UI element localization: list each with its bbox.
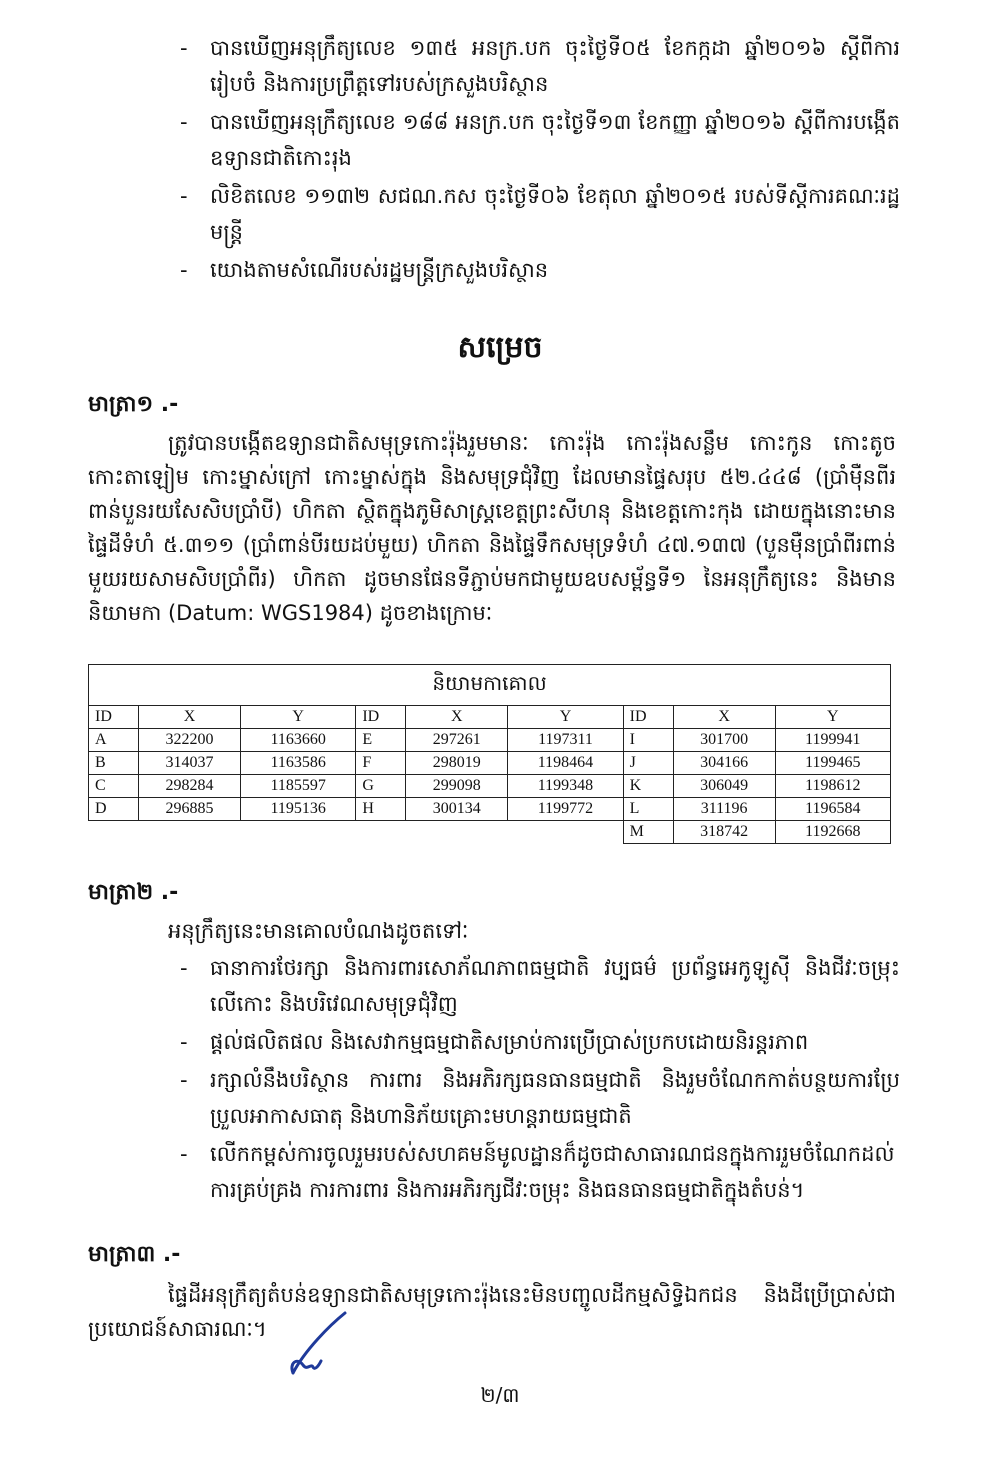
- table-cell: 1163586: [241, 752, 356, 775]
- table-cell: 1163660: [241, 729, 356, 752]
- header-cell: Y: [241, 706, 356, 729]
- article-3-text: ផ្ទៃដីអនុក្រឹត្យតំបន់ឧទ្យានជាតិសមុទ្រកោះរ៉ុងនេះមិនបញ្ចូលដីកម្មសិទ្ធិឯកជន និងដីប្រើប្រាស់ជាប្រយោជន៍សាធារណៈ។: [88, 1283, 896, 1341]
- table-caption: និយាមកាគោល: [89, 665, 891, 706]
- table-cell: 318742: [673, 821, 775, 844]
- table-cell: 1196584: [775, 798, 890, 821]
- table-cell: 314037: [138, 752, 240, 775]
- table-cell: 1197311: [508, 729, 623, 752]
- objective-item: - ធានាការថែរក្សា និងការពារសោភ័ណភាពធម្មជាតិ វប្បធម៌ ប្រព័ន្ធអេកូឡូស៊ី និងជីវៈចម្រុះលើកោះ និងបរិវេណសមុទ្រជុំវិញ: [180, 956, 900, 1016]
- table-cell: F: [356, 752, 406, 775]
- table-cell: 1199348: [508, 775, 623, 798]
- table-cell: 300134: [406, 798, 508, 821]
- table-cell: 298284: [138, 775, 240, 798]
- article-2-intro: អនុក្រឹត្យនេះមានគោលបំណងដូចតទៅៈ: [168, 919, 469, 943]
- header-cell: ID: [356, 706, 406, 729]
- table-blank-cell: [89, 821, 624, 844]
- article-1-text: ត្រូវបានបង្កើតឧទ្យានជាតិសមុទ្រកោះរ៉ុងរួមមានៈ កោះរ៉ុង កោះរ៉ុងសន្លឹម កោះកូន កោះតូច កោះតាឡៀម កោះម្នាស់ក្រៅ កោះម្នាស់ក្នុង និងសមុទ្រជុំវិញ ដែលមានផ្ទៃសរុប ៥២.៤៤៨ (ប្រាំមុឺនពីរពាន់បួនរយសែសិបប្រាំបី) ហិកតា ស្ថិតក្នុងភូមិសាស្ត្រខេត្តព្រះសីហនុ និងខេត្តកោះកុង ដោយក្នុងនោះមានផ្ទៃដីទំហំ ៥.៣១១ (ប្រាំពាន់បីរយដប់មួយ) ហិកតា និងផ្ទៃទឹកសមុទ្រទំហំ ៤៧.១៣៧ (បួនមុឺនប្រាំពីរពាន់មួយរយសាមសិបប្រាំពីរ) ហិកតា ដូចមានផែនទីភ្ជាប់មកជាមួយឧបសម្ព័ន្ធទី១ នៃអនុក្រឹត្យនេះ និងមាននិយាមកា (Datum: WGS1984) ដូចខាងក្រោមៈ: [88, 431, 896, 625]
- header-cell: X: [673, 706, 775, 729]
- table-cell: 301700: [673, 729, 775, 752]
- header-cell: Y: [775, 706, 890, 729]
- table-cell: 1198464: [508, 752, 623, 775]
- table-cell: A: [89, 729, 139, 752]
- preamble-list: [180, 30, 900, 290]
- table-row: [89, 752, 891, 775]
- coordinates-table: [88, 664, 891, 844]
- table-cell: I: [623, 729, 673, 752]
- table-row: [89, 821, 891, 844]
- table-cell: 1195136: [241, 798, 356, 821]
- table-cell: 1199941: [775, 729, 890, 752]
- table-header-row: [89, 706, 891, 729]
- table-cell: 1198612: [775, 775, 890, 798]
- table-row: [89, 775, 891, 798]
- article-1-heading: មាត្រា១ .-: [88, 392, 179, 417]
- table-cell: 1185597: [241, 775, 356, 798]
- table-cell: 311196: [673, 798, 775, 821]
- preamble-item: - យោងតាមសំណើរបស់រដ្ឋមន្ត្រីក្រសួងបរិស្ថាន: [180, 258, 549, 282]
- table-cell: 1199465: [775, 752, 890, 775]
- article-2-heading: មាត្រា២ .-: [88, 880, 179, 905]
- table-cell: K: [623, 775, 673, 798]
- table-cell: 299098: [406, 775, 508, 798]
- preamble-item: - បានឃើញអនុក្រឹត្យលេខ ១៣៥ អនក្រ.បក ចុះថ្ងៃទី០៥ ខែកក្កដា ឆ្នាំ២០១៦ ស្តីពីការរៀបចំ និងការប្រព្រឹត្តទៅរបស់ក្រសួងបរិស្ថាន: [180, 36, 900, 96]
- objective-item: - លើកកម្ពស់ការចូលរួមរបស់សហគមន៍មូលដ្ឋានក៏ដូចជាសាធារណជនក្នុងការរួមចំណែកដល់ការគ្រប់គ្រង ការការពារ និងការអភិរក្សជីវៈចម្រុះ និងធនធានធម្មជាតិក្នុងតំបន់។: [180, 1142, 895, 1202]
- preamble-item: - បានឃើញអនុក្រឹត្យលេខ ១៨៨ អនក្រ.បក ចុះថ្ងៃទី១៣ ខែកញ្ញា ឆ្នាំ២០១៦ ស្តីពីការបង្កើតឧទ្យានជាតិកោះរុង: [180, 110, 900, 170]
- table-cell: E: [356, 729, 406, 752]
- header-cell: ID: [623, 706, 673, 729]
- signature-mark: [275, 1305, 365, 1385]
- table-cell: H: [356, 798, 406, 821]
- objectives-list: [180, 950, 900, 1210]
- table-cell: C: [89, 775, 139, 798]
- table-cell: 1192668: [775, 821, 890, 844]
- table-cell: L: [623, 798, 673, 821]
- objective-item: - ផ្តល់ផលិតផល និងសេវាកម្មធម្មជាតិសម្រាប់ការប្រើប្រាស់ប្រកបដោយនិរន្តរភាព: [180, 1030, 809, 1054]
- header-cell: X: [406, 706, 508, 729]
- table-cell: M: [623, 821, 673, 844]
- header-cell: Y: [508, 706, 623, 729]
- table-cell: J: [623, 752, 673, 775]
- table-cell: 296885: [138, 798, 240, 821]
- table-cell: D: [89, 798, 139, 821]
- table-row: [89, 729, 891, 752]
- page-number: ២/៣: [480, 1383, 520, 1407]
- header-cell: ID: [89, 706, 139, 729]
- table-row: [89, 798, 891, 821]
- objective-item: - រក្សាលំនឹងបរិស្ថាន ការពារ និងអភិរក្សធនធានធម្មជាតិ និងរួមចំណែកកាត់បន្ថយការប្រែប្រួលអាកាសធាតុ និងហានិភ័យគ្រោះមហន្តរាយធម្មជាតិ: [180, 1068, 900, 1128]
- preamble-item: - លិខិតលេខ ១១៣២ សជណ.កស ចុះថ្ងៃទី០៦ ខែតុលា ឆ្នាំ២០១៥ របស់ទីស្តីការគណៈរដ្ឋមន្ត្រី: [180, 184, 900, 244]
- table-cell: 304166: [673, 752, 775, 775]
- article-3-heading: មាត្រា៣ .-: [88, 1242, 181, 1267]
- table-cell: 1199772: [508, 798, 623, 821]
- table-cell: 322200: [138, 729, 240, 752]
- decision-title: សម្រេច: [457, 330, 543, 365]
- table-cell: 298019: [406, 752, 508, 775]
- table-cell: 297261: [406, 729, 508, 752]
- table-cell: 306049: [673, 775, 775, 798]
- table-cell: G: [356, 775, 406, 798]
- header-cell: X: [138, 706, 240, 729]
- table-cell: B: [89, 752, 139, 775]
